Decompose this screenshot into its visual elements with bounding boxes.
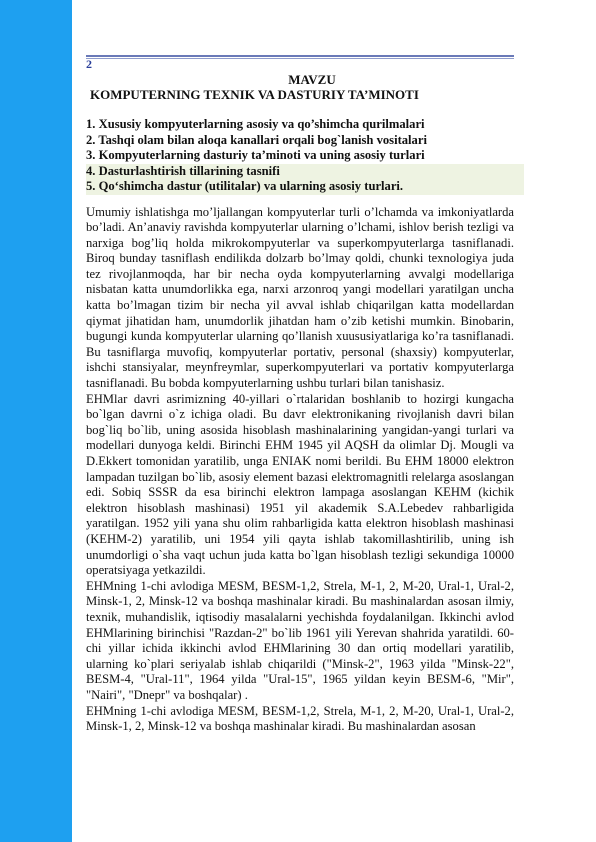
left-color-bar	[0, 0, 72, 842]
topic-item: 2. Tashqi olam bilan aloqa kanallari orqali bog`lanish vositalari	[86, 132, 427, 147]
topic-item-highlighted: 4. Dasturlashtirish tillarining tasnifi	[86, 164, 524, 180]
topic-item-highlighted: 5. Qo‘shimcha dastur (utilitalar) va ularning asosiy turlari.	[86, 179, 524, 195]
paragraph: EHMning 1-chi avlodiga MESM, BESM-1,2, Strela, M-1, 2, M-20, Ural-1, Ural-2, Minsk-1, 2, Minsk-12 va boshqa mashinalar kiradi. Bu mashinalardan asosan	[86, 703, 514, 734]
paragraph: Umumiy ishlatishga mo’ljallangan kompyuterlar turli o’lchamda va imkoniyatlarda bo’ladi. An’anaviy ravishda kompyuterlar ularning o’lchami, ishlov berish tezligi va narxiga bog’liq holda mikrokompyuterlar va superkompyuterlarga tasniflanadi. Biroq bunday tasniflash endilikda dolzarb bo’lmay qoldi, chunki texnologiya juda tez rivojlanmoqda, har bir necha oyda kompyuterlarning avvalgi modellariga nisbatan katta unumdorlikka ega, narxi arzonroq yangi modellari yaratilgan uncha katta bo’lmagan tizim bir necha yil avval ishlab chiqarilgan katta modellardan qiymat jihatidan ham, unumdorlik jihatdan ham o’zib ketishi mumkin. Binobarin, bugungi kunda kompyuterlar ularning qo’llanish xuususiyatlariga ko’ra tasniflanadi. Bu tasniflarga muvofiq, kompyuterlar portativ, personal (shaxsiy) kompyuterlar, ishchi stansiyalar, meynfreymlar, superkompyuterlari va portativ kompyuterlarga tasniflanadi. Bu bobda kompyuterlarning ushbu turlari bilan tanishasiz.	[86, 204, 514, 391]
document-body	[86, 72, 514, 735]
document-title: KOMPUTERNING TEXNIK VA DASTURIY TA’MINOTI	[90, 87, 419, 102]
header-rule-thin	[86, 58, 514, 59]
mavzu-label: MAVZU	[288, 72, 336, 87]
topic-list	[86, 117, 514, 195]
paragraph: EHMlar davri asrimizning 40-yillari o`rtalaridan boshlanib to hozirgi kungacha bo`lgan davrni o`z ichiga oladi. Bu davr elektronikaning rivojlanish davri bilan bog`liq bo`lib, uning asosida hisoblash mashinalarining yangidan-yangi turlari va modellari dunyoga keldi. Birinchi EHM 1945 yil AQSH da olimlar Dj. Mougli va D.Ekkert tomonidan yaratilib, unga ENIAK nomi berildi. Bu EHM 18000 elektron lampadan tuzilgan bo`lib, asosiy element bazasi elektromagnitli relelarga asoslangan edi. Sobiq SSSR da esa birinchi elektron lampaga asoslangan KEHM (kichik elektron hisoblash mashinasi) 1951 yil akademik S.A.Lebedev rahbarligida yaratilgan. 1952 yili yana shu olim rahbarligida katta elektron hisoblash mashinasi (KEHM-2) yaratilib, uni 1954 yili qayta ishlab takomillashtirilib, uning ish unumdorligi o`sha vaqt uchun juda katta bo`lgan hisoblash tezligi sekundiga 10000 operatsiyaga yetkazildi.	[86, 391, 514, 578]
topic-item: 1. Xususiy kompyuterlarning asosiy va qo’shimcha qurilmalari	[86, 117, 425, 131]
header-rule	[86, 55, 514, 57]
page-number: 2	[86, 57, 92, 71]
topic-item: 3. Kompyuterlarning dasturiy ta’minoti va uning asosiy turlari	[86, 148, 425, 162]
paragraph: EHMning 1-chi avlodiga MESM, BESM-1,2, Strela, M-1, 2, M-20, Ural-1, Ural-2, Minsk-1, 2, Minsk-12 va boshqa mashinalar kiradi. Bu mashinalardan asosan ilmiy, texnik, muhandislik, iqtisodiy masalalarni yechishda foydalanilgan. Ikkinchi avlod EHMlarining birinchisi "Razdan-2" bo`lib 1961 yili Yerevan shahrida yaratildi. 60-chi yillar ichida ikkinchi avlod EHMlarining 30 dan ortiq modellari yaratilib, ularning ko`plari seriyalab ishlab chiqarildi ("Minsk-2", 1963 yilda "Minsk-22", BESM-4, "Ural-11", 1964 yilda "Ural-15", 1965 yildan keyin BESM-6, "Mir", "Nairi", "Dnepr" va boshqalar) .	[86, 578, 514, 702]
body-text	[86, 205, 514, 735]
